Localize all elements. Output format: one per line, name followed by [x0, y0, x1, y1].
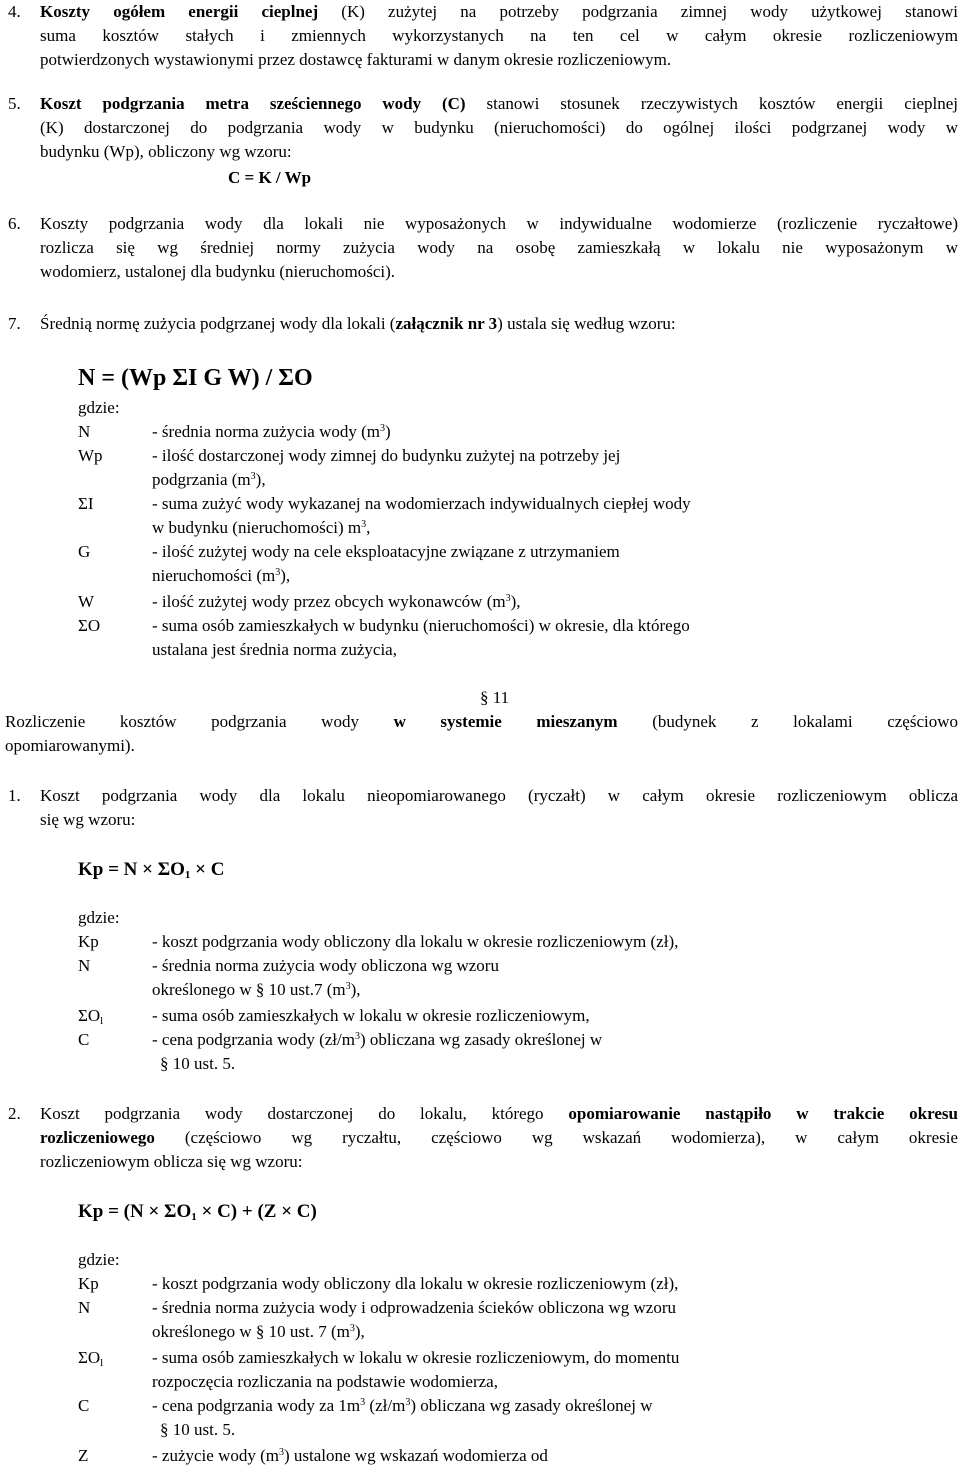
definition-text: - suma zużyć wody wykazanej na wodomierzach indywidualnych ciepłej wody [152, 494, 691, 513]
definition-text: określonego w § 10 ust.7 $(m^3)$, [152, 980, 361, 999]
definition-text: - zużycie wody $(m^3)$ ustalone wg wskazań wodomierza od [152, 1446, 548, 1465]
definition-text: - średnia norma zużycia wody $(m^3)$ [152, 422, 391, 441]
gdzie-label: gdzie: [78, 1250, 120, 1269]
definition-term: Wp [78, 446, 103, 465]
definition-term: G [78, 542, 91, 561]
definition-text: nieruchomości $(m^3)$, [152, 566, 291, 585]
definition-term: N [78, 956, 91, 975]
definition-text: - suma osób zamieszkałych w budynku (nieruchomości) w okresie, dla którego [152, 616, 690, 635]
formula: $Kp = N \times \Sigma O_1 \times C$ [78, 859, 225, 881]
definition-text: - koszt podgrzania wody obliczony dla lokalu w okresie rozliczeniowym (zł), [152, 932, 679, 951]
definition-term: ΣI [78, 494, 94, 513]
item-number: 5. [8, 94, 21, 113]
paragraph-line: potwierdzonych wystawionymi przez dostawcę fakturami w danym okresie rozliczeniowym. [40, 50, 672, 69]
paragraph-line: rozlicza się wg średniej normy zużycia wody na osobę zamieszkałą w lokalu nie wyposażonym w [40, 238, 958, 257]
formula: C = K / Wp [228, 168, 312, 187]
definition-text: § 10 ust. 5. [160, 1054, 236, 1073]
definition-term: $\Sigma O_l$ [78, 1348, 104, 1369]
item-number: 7. [8, 314, 21, 333]
definition-term: Z [78, 1446, 89, 1465]
paragraph-line: rozliczeniowego (częściowo wg ryczałtu, częściowo wg wskazań wodomierza), w całym okresie [40, 1128, 959, 1147]
definition-text: w budynku (nieruchomości) $m^3$, [152, 518, 371, 537]
paragraph-line: Koszt podgrzania wody dla lokalu nieopomiarowanego (ryczałt) w całym okresie rozliczeniowym oblicza [40, 786, 958, 805]
definition-text: - suma osób zamieszkałych w lokalu w okresie rozliczeniowym, do momentu [152, 1348, 680, 1367]
paragraph-line: Koszt podgrzania metra sześciennego wody (C) stanowi stosunek rzeczywistych kosztów energii cieplnej [40, 94, 958, 113]
paragraph-line: Rozliczenie kosztów podgrzania wody w systemie mieszanym (budynek z lokalami częściowo [5, 712, 958, 731]
paragraph-line: Koszty podgrzania wody dla lokali nie wyposażonych w indywidualne wodomierze (rozliczenie ryczałtowe) [40, 214, 958, 233]
formula: N = (Wp ΣI G W) / ΣO [78, 365, 313, 391]
gdzie-label: gdzie: [78, 908, 120, 927]
definition-term: Kp [78, 1274, 99, 1293]
definition-term: $\Sigma O_l$ [78, 1006, 104, 1027]
definition-term: Kp [78, 932, 99, 951]
paragraph-line: Koszty ogółem energii cieplnej (K) zużytej na potrzeby podgrzania zimnej wody użytkowej stanowi [40, 2, 958, 21]
definition-text: - suma osób zamieszkałych w lokalu w okresie rozliczeniowym, [152, 1006, 590, 1025]
definition-text: - koszt podgrzania wody obliczony dla lokalu w okresie rozliczeniowym (zł), [152, 1274, 679, 1293]
item-number: 6. [8, 214, 21, 233]
definition-text: - średnia norma zużycia wody i odprowadzenia ścieków obliczona wg wzoru [152, 1298, 676, 1317]
definition-text: - ilość dostarczonej wody zimnej do budynku zużytej na potrzeby jej [152, 446, 621, 465]
item-number: 4. [8, 2, 21, 21]
paragraph-line: opomiarowanymi). [5, 736, 135, 755]
definition-term: N [78, 422, 91, 441]
paragraph-line: (K) dostarczonej do podgrzania wody w budynku (nieruchomości) do ogólnej ilości podgrzanej wody w [40, 118, 958, 137]
definition-text: podgrzania $(m^3)$, [152, 470, 266, 489]
paragraph-line: suma kosztów stałych i zmiennych wykorzystanych na ten cel w całym okresie rozliczeniowym [40, 26, 958, 45]
paragraph-line: budynku (Wp), obliczony wg wzoru: [40, 142, 292, 161]
definition-text: - średnia norma zużycia wody obliczona wg wzoru [152, 956, 499, 975]
gdzie-label: gdzie: [78, 398, 120, 417]
formula: $Kp = (N \times \Sigma O_1 \times C) + (Z \times C)$ [78, 1201, 317, 1223]
definition-text: rozpoczęcia rozliczania na podstawie wodomierza, [152, 1372, 498, 1391]
definition-text: § 10 ust. 5. [160, 1420, 236, 1439]
definition-term: C [78, 1396, 90, 1415]
definition-text: określonego w § 10 ust. 7 $(m^3)$, [152, 1322, 365, 1341]
definition-term: W [78, 592, 95, 611]
definition-text: - cena podgrzania wody za $1m^3$ $(zł/m^3)$ obliczana wg zasady określonej w [152, 1396, 653, 1415]
section-heading: § 11 [480, 688, 510, 707]
item-number: 2. [8, 1104, 21, 1123]
definition-term: C [78, 1030, 90, 1049]
paragraph-line: rozliczeniowym oblicza się wg wzoru: [40, 1152, 303, 1171]
item-number: 1. [8, 786, 21, 805]
definition-text: ustalana jest średnia norma zużycia, [152, 640, 397, 659]
definition-term: ΣO [78, 616, 101, 635]
definition-text: - ilość zużytej wody przez obcych wykonawców $(m^3)$, [152, 592, 521, 611]
definition-text: - ilość zużytej wody na cele eksploatacyjne związane z utrzymaniem [152, 542, 620, 561]
paragraph-line: się wg wzoru: [40, 810, 136, 829]
definition-text: - cena podgrzania wody $(zł/m^3)$ obliczana wg zasady określonej w [152, 1030, 603, 1049]
definition-term: N [78, 1298, 91, 1317]
paragraph-line: Średnią normę zużycia podgrzanej wody dla lokali (załącznik nr 3) ustala się według wzoru: [40, 314, 676, 333]
paragraph-line: wodomierz, ustalonej dla budynku (nieruchomości). [40, 262, 396, 281]
paragraph-line: Koszt podgrzania wody dostarczonej do lokalu, którego opomiarowanie nastąpiło w trakcie okresu [40, 1104, 958, 1123]
